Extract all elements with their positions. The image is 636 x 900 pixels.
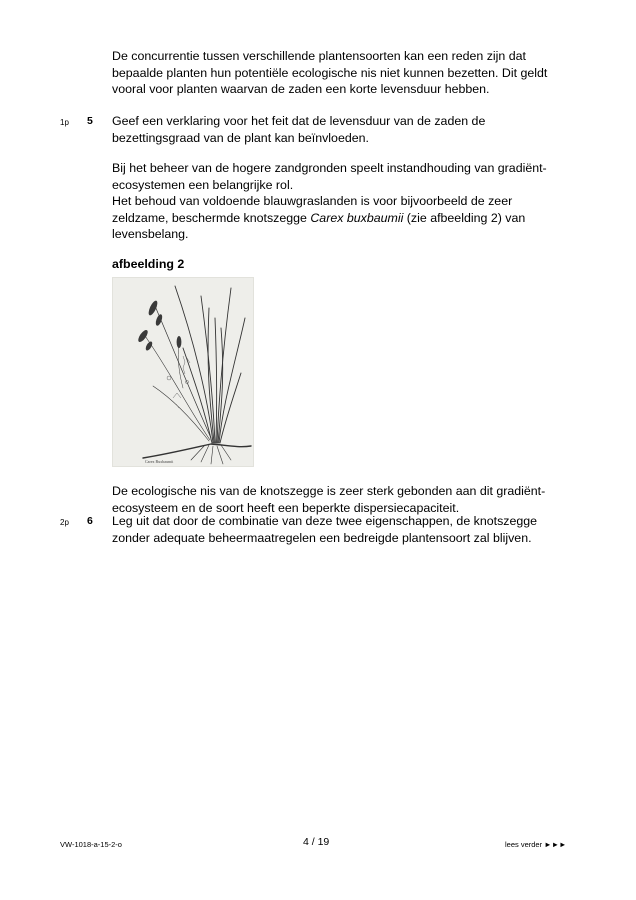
question-6-points: 2p — [60, 518, 69, 527]
intro-paragraph: De concurrentie tussen verschillende plantensoorten kan een reden zijn dat bepaalde planten hun potentiële ecologische nis niet kunnen bezetten. Dit geldt vooral voor planten waarvan de zaden een korte levensduur hebben. — [112, 49, 548, 96]
context-paragraph — [112, 160, 572, 243]
question-5-text: Geef een verklaring voor het feit dat de levensduur van de zaden de bezettingsgraad van de plant kan beïnvloeden. — [112, 114, 486, 145]
continue-indicator: lees verder ►►► — [505, 840, 567, 849]
context-line-2-end: (zie afbeelding 2) van levensbelang. — [112, 210, 526, 241]
context-line-1: Bij het beheer van de hogere zandgronden speelt instandhouding van gradiënt-ecosystemen een belangrijke rol. — [112, 161, 547, 192]
question-6-text: Leg uit dat door de combinatie van deze twee eigenschappen, de knotszegge zonder adequate beheermaatregelen een bedreigde plantensoort zal blijven. — [112, 514, 538, 545]
question-6-number: 6 — [87, 515, 93, 527]
context-line-2-start: Het behoud van voldoende blauwgraslanden is voor bijvoorbeeld de zeer zeldzame, beschermde knotszegge — [112, 194, 513, 225]
question-5-number: 5 — [87, 115, 93, 127]
exam-code: VW-1018-a-15-2-o — [60, 840, 122, 849]
carex-drawing — [113, 278, 253, 466]
question-5-points: 1p — [60, 118, 69, 127]
page-number: 4 / 19 — [303, 836, 330, 848]
figure-heading: afbeelding 2 — [112, 257, 185, 271]
species-name: Carex buxbaumii — [310, 210, 404, 225]
nis-paragraph: De ecologische nis van de knotszegge is zeer sterk gebonden aan dit gradiënt-ecosysteem en de soort heeft een beperkte dispersiecapaciteit. — [112, 484, 546, 515]
figure-caption: Carex Buxbaumii — [145, 459, 174, 464]
plant-illustration — [112, 277, 254, 467]
